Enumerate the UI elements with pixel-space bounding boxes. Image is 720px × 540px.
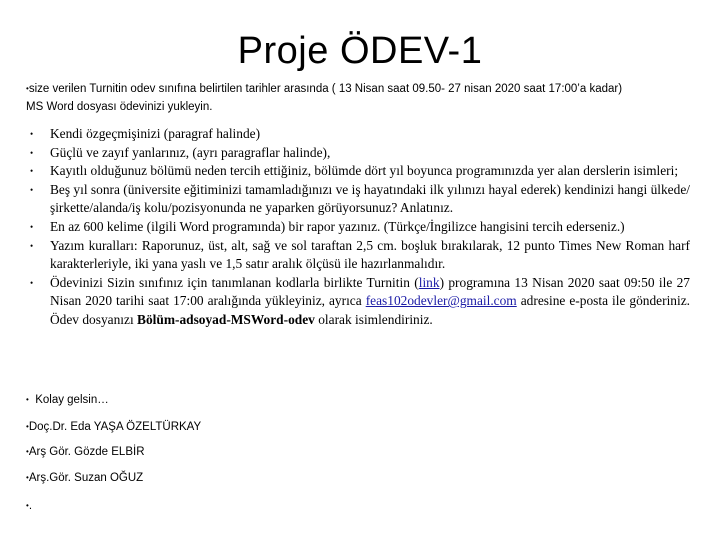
- greeting-line: [26, 394, 109, 406]
- list-item-text: Kayıtlı olduğunuz bölümü neden tercih ettiğiniz, bölümde dört yıl boyunca programınızda yer alan derslerin isimleri;: [50, 163, 679, 179]
- list-item-text: Yazım kuralları: Raporunuz, üst, alt, sağ ve sol taraftan 2,5 cm. boşluk bırakılarak, 12 punto Times New Roman harf karakterleriyle, iki yana yaslı ve 1,5 satır aralık ölçüsü ile hazırlanmalıdır.: [50, 237, 690, 272]
- signature-name: Arş.Gör. Suzan OĞUZ: [28, 472, 144, 484]
- bullet: •: [26, 473, 29, 482]
- list-item: [30, 181, 690, 218]
- bullet: •: [30, 221, 34, 232]
- bullet: •: [26, 501, 29, 510]
- list-item: [30, 125, 690, 144]
- bullet: •: [26, 395, 29, 404]
- signature-name: Arş Gör. Gözde ELBİR: [28, 446, 145, 458]
- list-item: [30, 144, 690, 163]
- instruction-list: [30, 125, 690, 330]
- signature-name: Doç.Dr. Eda YAŞA ÖZELTÜRKAY: [28, 421, 202, 433]
- intro-line-2: MS Word dosyası ödevinizi yukleyin.: [26, 101, 213, 113]
- signature-line: [26, 472, 143, 484]
- bullet: •: [30, 184, 34, 195]
- list-item: [30, 274, 690, 330]
- email-link[interactable]: feas102odevler@gmail.com: [365, 293, 517, 309]
- list-item-text: En az 600 kelime (ilgili Word programında) bir rapor yazınız. (Türkçe/İngilizce hangisini tercih ederseniz.): [50, 218, 625, 234]
- upload-instruction-part4: olarak isimlendiriniz.: [314, 311, 433, 327]
- file-name-format: Bölüm-adsoyad-MSWord-odev: [137, 311, 315, 327]
- signature-line: [26, 421, 201, 433]
- upload-instruction-part1: Ödevinizi Sizin sınıfınız için tanımlanan kodlarla birlikte Turnitin (: [50, 274, 419, 290]
- bullet: •: [26, 422, 29, 431]
- turnitin-link[interactable]: link: [418, 274, 440, 290]
- bullet: •: [30, 147, 34, 158]
- list-item: [30, 162, 690, 181]
- trailing-dot: .: [28, 500, 33, 512]
- bullet: •: [30, 240, 34, 251]
- bullet: •: [30, 129, 34, 139]
- page-title: Proje ÖDEV-1: [237, 30, 483, 72]
- list-item-text: Kendi özgeçmişinizi (paragraf halinde): [50, 126, 261, 141]
- bullet: •: [30, 277, 34, 288]
- list-item: [30, 237, 690, 274]
- bullet: •: [30, 166, 34, 177]
- intro-line-1: size verilen Turnitin odev sınıfına belirtilen tarihler arasında ( 13 Nisan saat 09.50- 27 nisan 2020 saat 17:00’a kadar): [28, 83, 623, 95]
- intro-paragraph: [26, 80, 706, 116]
- list-item: [30, 218, 690, 237]
- trailing-line: [26, 500, 32, 512]
- upload-instruction-part2: ) programına 13 Nisan 2020 saat 09:50 ile 27 Nisan 2020 tarihi saat 17:00 aralığında yükleyiniz, ayrıca: [50, 274, 690, 309]
- list-item-text: Güçlü ve zayıf yanlarınız, (ayrı paragraflar halinde),: [50, 144, 331, 160]
- greeting: Kolay gelsin…: [35, 394, 109, 406]
- bullet: •: [26, 447, 29, 456]
- bullet: •: [26, 84, 29, 93]
- signature-line: [26, 446, 145, 458]
- list-item-text: Beş yıl sonra (üniversite eğitiminizi tamamladığınızı ve iş hayatındaki ilk yılınızı hayal ederek) kendinizi hangi ülkede/şirkette/alanda/iş kolu/pozisyonunda ne yaparken görüyorsunuz? Anlatınız.: [50, 181, 690, 216]
- upload-instruction-part3: adresine e-posta ile gönderiniz. Ödev dosyanızı: [50, 293, 690, 327]
